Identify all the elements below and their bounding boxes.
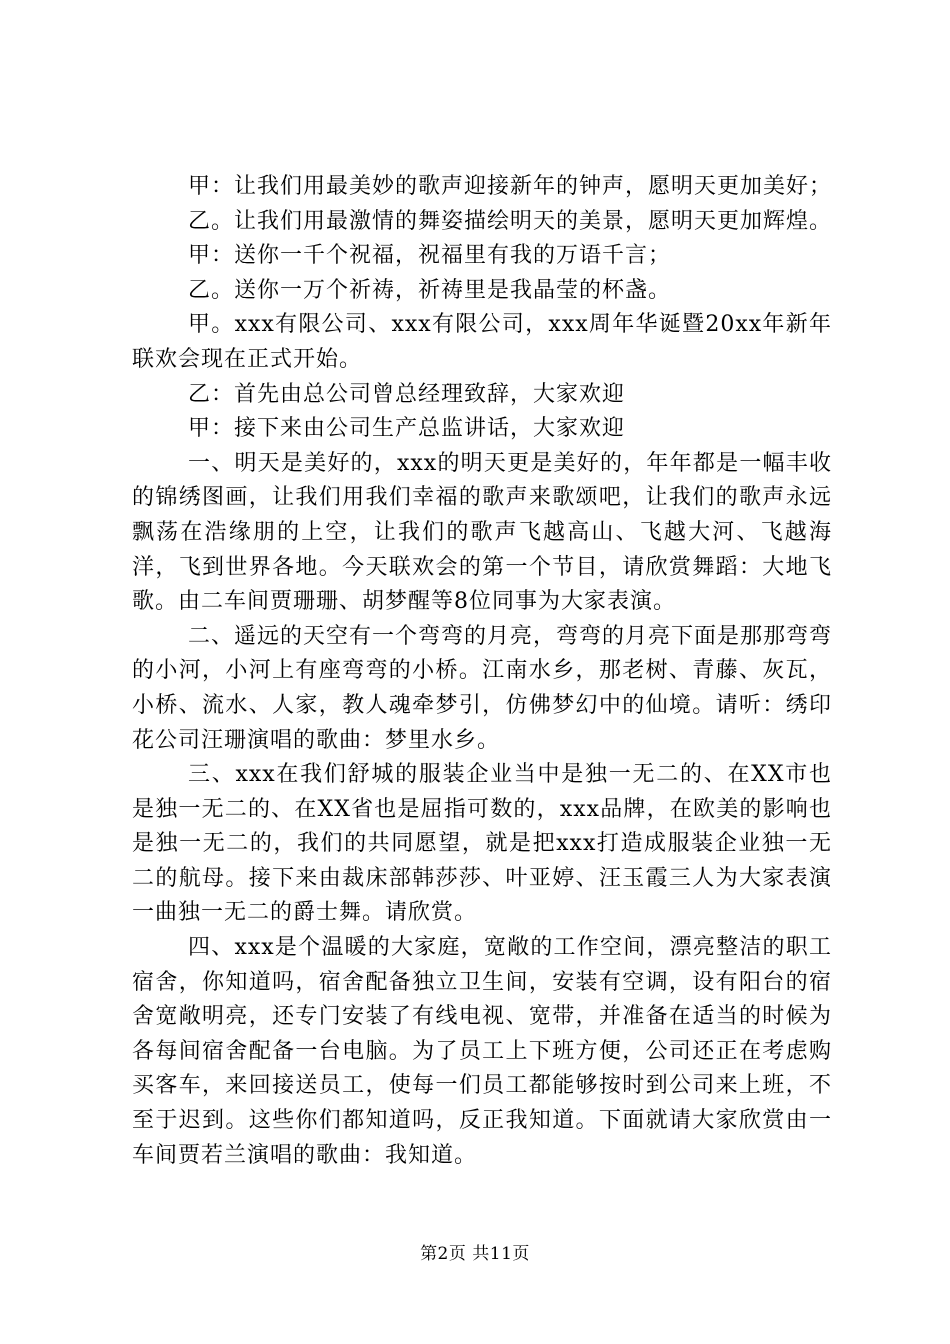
paragraph-10: 三、xxx在我们舒城的服装企业当中是独一无二的、在XX市也是独一无二的、在XX省也是屈指可数的，xxx品牌，在欧美的影响也是独一无二的，我们的共同愿望，就是把xxx打造成服装企业独一无二的航母。接下来由裁床部韩莎莎、叶亚婷、汪玉霞三人为大家表演一曲独一无二的爵士舞。请欣赏。 [132, 762, 832, 926]
paragraph-8: 一、明天是美好的，xxx的明天更是美好的，年年都是一幅丰收的锦绣图画，让我们用我们幸福的歌声来歌颂吧，让我们的歌声永远飘荡在浩缘朋的上空，让我们的歌声飞越高山、飞越大河、飞越海洋，飞到世界各地。今天联欢会的第一个节目，请欣赏舞蹈：大地飞歌。由二车间贾珊珊、胡梦醒等8位同事为大家表演。 [132, 450, 832, 615]
page-footer: 第2页 共11页 [420, 1244, 530, 1264]
paragraph-3: 甲：送你一千个祝福，祝福里有我的万语千言； [188, 243, 672, 269]
document-body [132, 170, 832, 1173]
paragraph-1: 甲：让我们用最美妙的歌声迎接新年的钟声，愿明天更加美好； [188, 174, 833, 199]
paragraph-7: 甲：接下来由公司生产总监讲话，大家欢迎 [188, 416, 626, 442]
paragraph-6: 乙：首先由总公司曾总经理致辞，大家欢迎 [188, 381, 626, 407]
paragraph-4: 乙。送你一万个祈祷，祈祷里是我晶莹的杯盏。 [188, 277, 672, 303]
paragraph-9: 二、遥远的天空有一个弯弯的月亮，弯弯的月亮下面是那那弯弯的小河，小河上有座弯弯的小桥。江南水乡，那老树、青藤、灰瓦，小桥、流水、人家，教人魂牵梦引，仿佛梦幻中的仙境。请听：绣印花公司汪珊演唱的歌曲：梦里水乡。 [132, 623, 833, 753]
paragraph-11: 四、xxx是个温暖的大家庭，宽敞的工作空间，漂亮整洁的职工宿舍，你知道吗，宿舍配备独立卫生间，安装有空调，设有阳台的宿舍宽敞明亮，还专门安装了有线电视、宽带，并准备在适当的时候为各每间宿舍配备一台电脑。为了员工上下班方便，公司还正在考虑购买客车，来回接送员工，使每一们员工都能够按时到公司来上班，不至于迟到。这些你们都知道吗，反正我知道。下面就请大家欣赏由一车间贾若兰演唱的歌曲：我知道。 [132, 935, 832, 1168]
paragraph-2: 乙。让我们用最激情的舞姿描绘明天的美景，愿明天更加辉煌。 [188, 208, 833, 234]
paragraph-5: 甲。xxx有限公司、xxx有限公司，xxx周年华诞暨20xx年新年联欢会现在正式开始。 [132, 312, 832, 372]
